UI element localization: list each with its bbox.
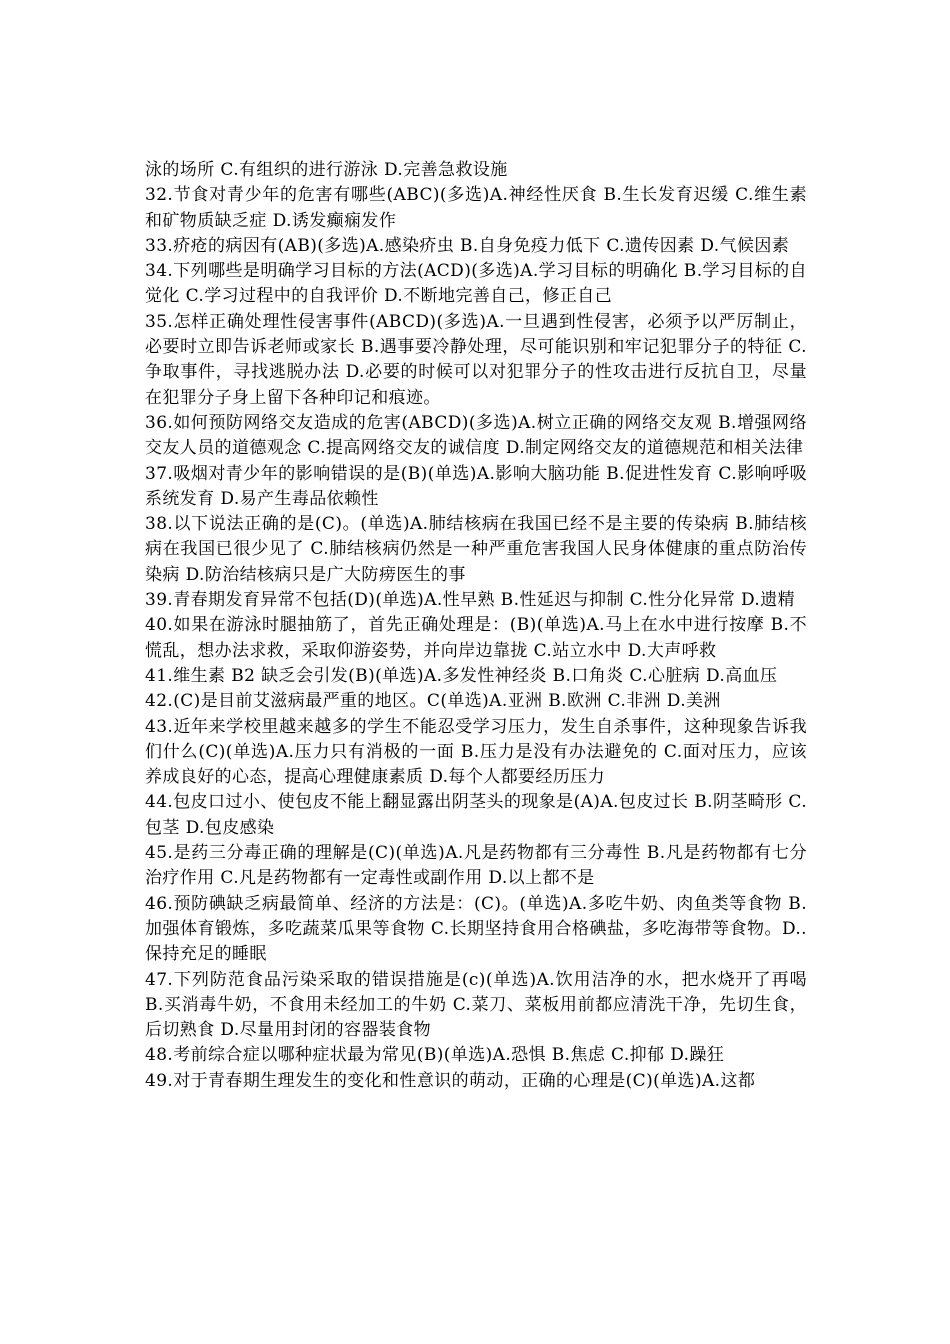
- question-40: 40.如果在游泳时腿抽筋了，首先正确处理是：(B)(单选)A.马上在水中进行按摩 B.不慌乱，想办法求救，采取仰游姿势，并向岸边靠拢 C.站立水中 D.大声呼救: [145, 615, 807, 661]
- question-33: 33.疥疮的病因有(AB)(多选)A.感染疥虫 B.自身免疫力低下 C.遗传因素 D.气候因素: [145, 235, 790, 256]
- question-36: 36.如何预防网络交友造成的危害(ABCD)(多选)A.树立正确的网络交友观 B.增强网络交友人员的道德观念 C.提高网络交友的诚信度 D.制定网络交友的道德规范和相关法律: [145, 412, 807, 459]
- question-45: 45.是药三分毒正确的理解是(C)(单选)A.凡是药物都有三分毒性 B.凡是药物都有七分治疗作用 C.凡是药物都有一定毒性或副作用 D.以上都不是: [145, 843, 807, 889]
- question-text-continued: 泳的场所 C.有组织的进行游泳 D.完善急救设施: [145, 160, 508, 180]
- question-43: 43.近年来学校里越来越多的学生不能忍受学习压力，发生自杀事件，这种现象告诉我们什么(C)(单选)A.压力只有消极的一面 B.压力是没有办法避免的 C.面对压力，应该养成良好的心态，提高心理健康素质 D.每个人都要经历压力: [145, 716, 807, 788]
- question-48: 48.考前综合症以哪种症状最为常见(B)(单选)A.恐惧 B.焦虑 C.抑郁 D.躁狂: [145, 1045, 725, 1066]
- question-32: 32.节食对青少年的危害有哪些(ABC)(多选)A.神经性厌食 B.生长发育迟缓 C.维生素和矿物质缺乏症 D.诱发癫痫发作: [145, 185, 807, 231]
- question-47: 47.下列防范食品污染采取的错误措施是(c)(单选)A.饮用洁净的水，把水烧开了再喝 B.买消毒牛奶，不食用未经加工的牛奶 C.菜刀、菜板用前都应清洗干净，先切生食，后切熟食 D.尽量用封闭的容器装食物: [145, 969, 807, 1041]
- question-35: 35.怎样正确处理性侵害事件(ABCD)(多选)A.一旦遇到性侵害，必须予以严厉制止，必要时立即告诉老师或家长 B.遇事要冷静处理，尽可能识别和牢记犯罪分子的特征 C.争取事件，寻找逃脱办法 D.必要的时候可以对犯罪分子的性攻击进行反抗自卫，尽量在犯罪分子身上留下各种印记和痕迹。: [145, 311, 807, 408]
- question-37: 37.吸烟对青少年的影响错误的是(B)(单选)A.影响大脑功能 B.促进性发育 C.影响呼吸系统发育 D.易产生毒品依赖性: [145, 463, 807, 509]
- question-41: 41.维生素 B2 缺乏会引发(B)(单选)A.多发性神经炎 B.口角炎 C.心脏病 D.高血压: [145, 665, 778, 686]
- question-42: 42.(C)是目前艾滋病最严重的地区。C(单选)A.亚洲 B.欧洲 C.非洲 D.美洲: [145, 691, 721, 712]
- question-44: 44.包皮口过小、使包皮不能上翻显露出阴茎头的现象是(A)A.包皮过长 B.阴茎畸形 C.包茎 D.包皮感染: [145, 792, 807, 838]
- question-49: 49.对于青春期生理发生的变化和性意识的萌动，正确的心理是(C)(单选)A.这都: [145, 1070, 756, 1091]
- document-page: [145, 158, 807, 1094]
- question-46: 46.预防碘缺乏病最简单、经济的方法是：(C)。(单选)A.多吃牛奶、肉鱼类等食物 B.加强体育锻炼，多吃蔬菜瓜果等食物 C.长期坚持食用合格碘盐，多吃海带等食物。D..保持充足的睡眠: [145, 893, 807, 965]
- question-38: 38.以下说法正确的是(C)。(单选)A.肺结核病在我国已经不是主要的传染病 B.肺结核病在我国已很少见了 C.肺结核病仍然是一种严重危害我国人民身体健康的重点防治传染病 D.防治结核病只是广大防痨医生的事: [145, 514, 807, 585]
- question-39: 39.青春期发育异常不包括(D)(单选)A.性早熟 B.性延迟与抑制 C.性分化异常 D.遗精: [145, 590, 796, 611]
- question-34: 34.下列哪些是明确学习目标的方法(ACD)(多选)A.学习目标的明确化 B.学习目标的自觉化 C.学习过程中的自我评价 D.不断地完善自己，修正自己: [145, 261, 807, 307]
